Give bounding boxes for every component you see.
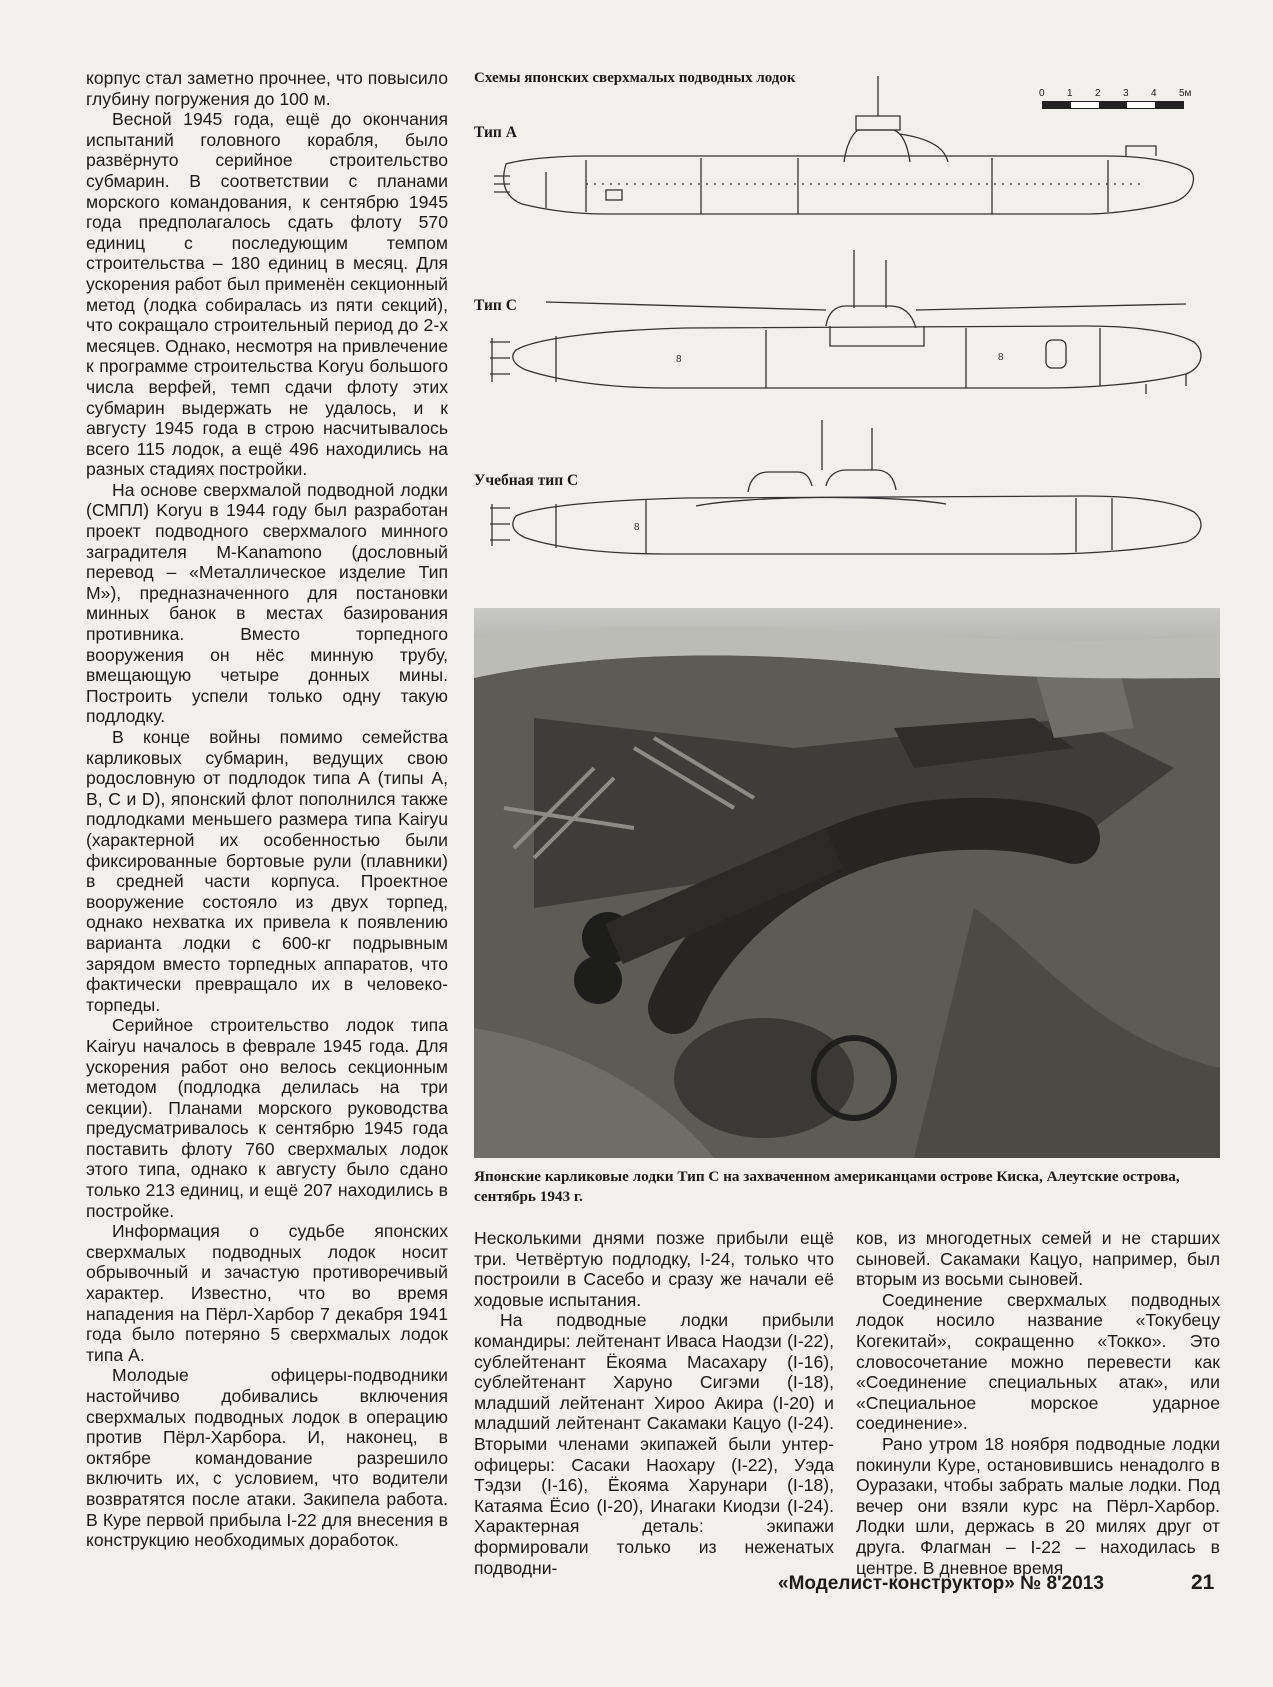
right-text-column: [856, 1228, 1220, 1578]
paragraph: Серийное строительство лодок типа Kairyu началось в феврале 1945 года. Для ускорения работ оно велось секционным методом (подлодка делилась на три секции). Планами морского руководства предусматривалось к сентябрю 1945 года поставить флоту 760 сверхмалых лодок этого типа, однако к августу было сдано только 213 единиц, и ещё 207 находились в постройке.: [86, 1015, 448, 1221]
scale-label: 4: [1151, 88, 1157, 99]
scale-label: 5м: [1179, 88, 1192, 99]
paragraph: В конце войны помимо семейства карликовых субмарин, ведущих свою родословную от подлодок типа А (типы А, В, С и D), японский флот пополнился также подлодками меньшего размера типа Kairyu (характерной их особенностью были фиксированные бортовые рули (плавники) в средней части корпуса. Проектное вооружение состояло из двух торпед, однако нехватка их привела к появлению варианта лодки с 600-кг подрывным зарядом вместо торпедных аппаратов, что фактически превращало их в человеко-торпеды.: [86, 727, 448, 1015]
scale-label: 1: [1067, 88, 1073, 99]
middle-text-column: [474, 1228, 834, 1578]
paragraph: Весной 1945 года, ещё до окончания испытаний головного корабля, было развёрнуто серийное строительство субмарин. В соответствии с планами морского командования, к сентябрю 1945 года предполагалось сдать флоту 570 единиц с последующим темпом строительства – 180 единиц в месяц. Для ускорения работ был применён секционный метод (лодка собиралась из пяти секций), что сокращало строительный период до 2-х месяцев. Однако, несмотря на привлечение к программе строительства Koryu большого числа верфей, темп сдачи флоту этих субмарин выдержать не удалось, и к августу 1945 года в строю насчитывалось всего 115 лодок, а ещё 496 находились на разных стадиях постройки.: [86, 109, 448, 480]
paragraph: На основе сверхмалой подводной лодки (СМПЛ) Koryu в 1944 году был разработан проект подводного сверхмалого минного заградителя M-Kanamono (дословный перевод – «Металлическое изделие Тип М»), предназначенного для постановки минных банок в местах базирования противника. Вместо торпедного вооружения он нёс минную трубу, вмещающую четыре донных мины. Построить успели только одну такую подлодку.: [86, 479, 448, 727]
paragraph: Молодые офицеры-подводники настойчиво добивались включения сверхмалых подводных лодок в операцию против Пёрл-Харбора. И, наконец, в октябре командование разрешило включить их, с условием, что водители возвратятся после атаки. Закипела работа. В Куре первой прибыла I-22 для внесения в конструкцию необходимых доработок.: [86, 1365, 448, 1551]
svg-text:8: 8: [634, 522, 640, 533]
magazine-footer: «Моделист-конструктор» № 8'2013: [778, 1573, 1104, 1594]
scale-label: 2: [1095, 88, 1101, 99]
figure-title: Схемы японских сверхмалых подводных лодок: [474, 70, 796, 86]
photo-illustration: [474, 608, 1220, 1158]
type-a-submarine-drawing: [486, 72, 1220, 234]
page-number: 21: [1191, 1571, 1215, 1594]
paragraph: Соединение сверхмалых подводных лодок носило название «Токубецу Когекитай», сокращенно «Токко». Это словосочетание можно перевести как «Соединение специальных атак», или «Специальное морское ударное соединение».: [856, 1289, 1220, 1434]
paragraph: Рано утром 18 ноября подводные лодки покинули Куре, остановившись ненадолго в Оуразаки, чтобы забрать малые лодки. Под вечер они взяли курс на Пёрл-Харбор. Лодки шли, держась в 20 милях друг от друга. Флагман – I-22 – находилась в центре. В дневное время: [856, 1433, 1220, 1578]
svg-text:8: 8: [676, 354, 682, 365]
scale-label: 0: [1039, 88, 1045, 99]
left-text-column: [86, 68, 448, 1551]
paragraph: Информация о судьбе японских сверхмалых подводных лодок носит обрывочный и зачастую противоречивый характер. Известно, что во время нападения на Пёрл-Харбор 7 декабря 1941 года было потеряно 5 сверхмалых лодок типа А.: [86, 1221, 448, 1365]
photo-caption: Японские карликовые лодки Тип С на захваченном американцами острове Киска, Алеутские острова, сентябрь 1943 г.: [474, 1168, 1180, 1205]
type-c-label: Тип С: [474, 297, 517, 314]
kiska-island-photo: [474, 608, 1220, 1158]
type-c-submarine-drawing: [486, 250, 1220, 430]
type-a-label: Тип А: [474, 124, 517, 141]
scale-label: 3: [1123, 88, 1129, 99]
svg-text:8: 8: [998, 352, 1004, 363]
training-type-c-label: Учебная тип С: [474, 472, 579, 489]
paragraph: На подводные лодки прибыли командиры: лейтенант Иваса Наодзи (I-22), сублейтенант Ёкояма Масахару (I-16), сублейтенант Харуно Сигэми (I-18), младший лейтенант Хироо Акира (I-20) и младший лейтенант Сакамаки Кацуо (I-24). Вторыми членами экипажей были унтер-офицеры: Сасаки Наохару (I-22), Уэда Тэдзи (I-16), Ёкояма Харунари (I-18), Катаяма Ёсио (I-20), Инагаки Киодзи (I-24). Характерная деталь: экипажи формировали только из неженатых подводни-: [474, 1310, 834, 1578]
paragraph: ков, из многодетных семей и не старших сыновей. Сакамаки Кацуо, например, был вторым из восьми сыновей.: [856, 1228, 1220, 1290]
paragraph: Несколькими днями позже прибыли ещё три. Четвёртую подлодку, I-24, только что построили в Сасебо и сразу же начали её ходовые испытания.: [474, 1228, 834, 1310]
training-type-c-submarine-drawing: [486, 418, 1220, 596]
paragraph: корпус стал заметно прочнее, что повысило глубину погружения до 100 м.: [86, 68, 448, 109]
